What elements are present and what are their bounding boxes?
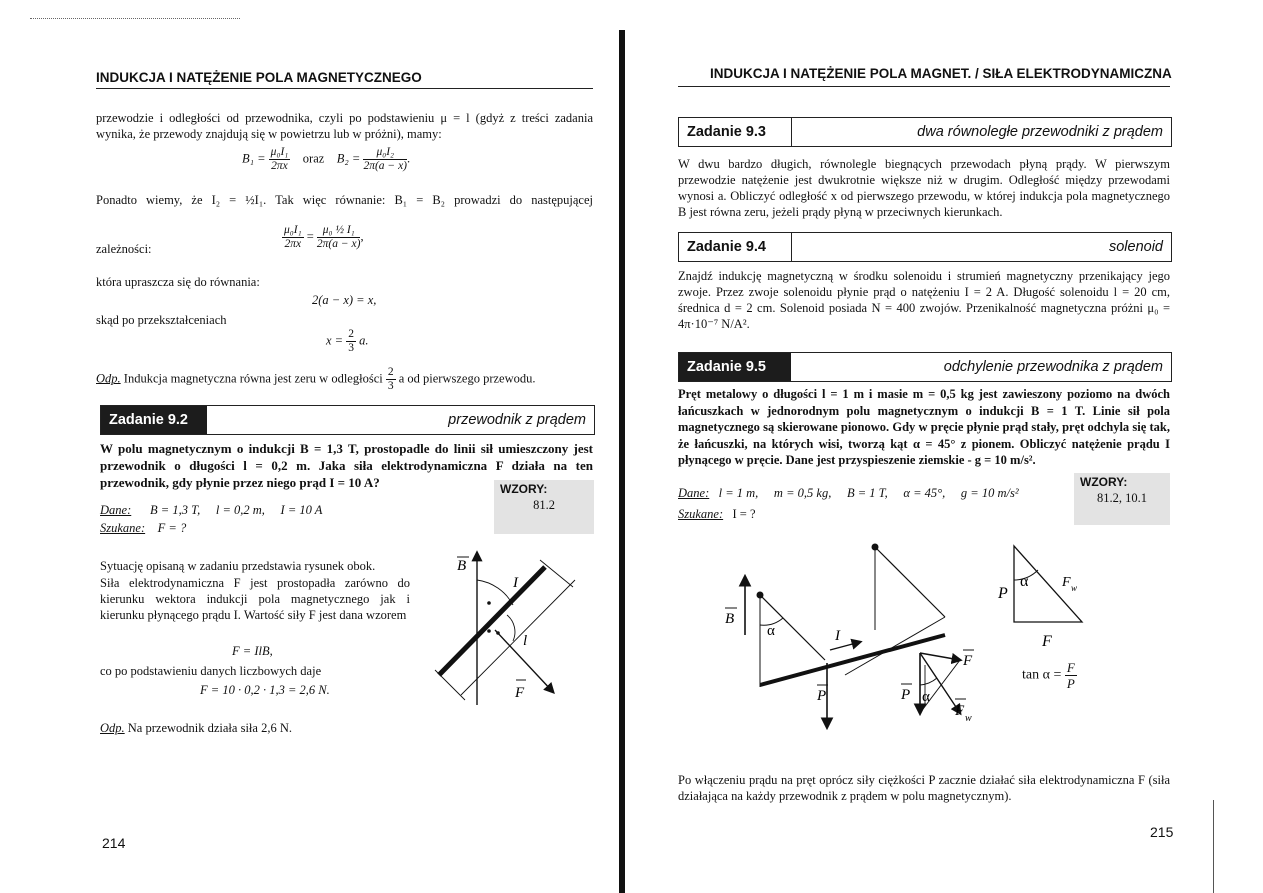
task-9-5-header	[678, 352, 1172, 382]
task-9-2-dane: Dane: B = 1,3 T, l = 0,2 m, I = 10 A	[100, 503, 323, 517]
eq1-oraz: oraz	[302, 151, 325, 166]
left-page-number: 214	[102, 835, 126, 851]
fig95-alpha: α	[767, 623, 775, 639]
svg-text:P: P	[817, 688, 827, 704]
tri-f-label: F	[1042, 633, 1052, 650]
fig92-i-label: I	[513, 575, 518, 591]
fig95-b-label: B	[725, 611, 735, 627]
tri-p-label: P	[998, 585, 1008, 602]
equation-3: 2(a − x) = x,	[312, 293, 377, 307]
task-9-5-title: odchylenie przewodnika z prądem	[943, 359, 1163, 375]
task-9-5-label: Zadanie 9.5	[679, 353, 791, 381]
task-9-2-result: F = 10 · 0,2 · 1,3 = 2,6 N.	[200, 683, 330, 697]
left-intro-text: przewodzie i odległości od przewodnika, czyli po podstawieniu μ = l (gdyż z treści zadania wynika, że przewody znajdują się w powietrzu lub w próżni), mamy:	[96, 111, 593, 141]
left-page-header: INDUKCJA I NATĘŻENIE POLA MAGNETYCZNEGO	[96, 70, 422, 85]
eq1-lhs1: B₁ =	[242, 151, 266, 166]
task-9-4-header	[678, 232, 1172, 262]
task-9-5-after-text: Po włączeniu prądu na pręt oprócz siły ciężkości P zacznie działać siła elektrodynamiczna F (siła działająca na każdy przewodnik z prądem w polu magnetycznym).	[678, 773, 1170, 803]
eq1-lhs2: B₂ =	[336, 151, 361, 166]
task-9-5-szukane: Szukane: I = ?	[678, 507, 756, 521]
svg-text:α: α	[1020, 573, 1029, 590]
task-9-3-header	[678, 117, 1172, 147]
fig95-rod	[760, 635, 945, 685]
left-header-rule	[96, 88, 593, 89]
fig95-fw-label: F	[955, 703, 965, 719]
page-edge-right	[1213, 800, 1214, 893]
fig92-conductor	[439, 567, 545, 675]
task-9-2-p1: Sytuację opisaną w zadaniu przedstawia rysunek obok.	[100, 559, 376, 573]
task-9-2-label: Zadanie 9.2	[101, 406, 207, 434]
task-9-3-title: dwa równoległe przewodniki z prądem	[917, 124, 1163, 140]
task-9-2-p3: co po podstawieniu danych liczbowych daje	[100, 664, 322, 678]
equation-zaleznosci: $\frac{\text{μ₀I₁}}{2\pi x}$ = $\frac{\text{μ₀ ½ I₁}}{2\pi(a - x)}$ ,	[284, 224, 364, 250]
task-9-3-label: Zadanie 9.3	[679, 118, 792, 146]
task-9-2-header	[100, 405, 595, 435]
task-9-5-dane: Dane: l = 1 m, m = 0,5 kg, B = 1 T, α = 45°, g = 10 m/s²	[678, 486, 1019, 500]
task-9-5-wzory: WZORY: 81.2, 10.1	[1074, 473, 1170, 525]
task-9-3-text: W dwu bardzo długich, równolegle biegnących przewodach płyną prądy. W pierwszym przewodzie natężenie jest dwukrotnie większe niż w drugim. Odległość między przewodami wynosi a. Obliczyć odległość x od pierwszego przewodu, w której indukcja pola magnetycznego B jest równa zeru, jeżeli prądy płyną w przeciwnych kierunkach.	[678, 157, 1170, 219]
fig95-right-chain	[875, 547, 945, 617]
fig92-b-label: B	[457, 558, 467, 574]
task-9-4-title: solenoid	[1108, 239, 1163, 255]
fig95-f-label: F	[963, 653, 973, 669]
tan-alpha-formula: tan α = $\frac{F}{P}$	[1022, 660, 1075, 691]
fig95-i-label: I	[835, 628, 840, 644]
task-9-2-p2: Siła elektrodynamiczna F jest prostopadła zarówno do kierunku wektora indukcji pola magnetycznego jak i kierunku płynącego prądu I. Wartość siły F jest dana wzorem	[100, 576, 410, 622]
fig95-p-label: P	[901, 687, 911, 703]
task-9-2-title: przewodnik z prądem	[448, 412, 586, 428]
figure-9-5	[715, 535, 990, 735]
task-9-2-szukane: Szukane: F = ?	[100, 521, 187, 535]
zaleznosci-label: zależności:	[96, 242, 152, 256]
ponadto-text: Ponadto wiemy, że I₂ = ½I₁. Tak więc równanie: B₁ = B₂ prowadzi do następującej	[96, 193, 593, 207]
right-page-header: INDUKCJA I NATĘŻENIE POLA MAGNET. / SIŁA ELEKTRODYNAMICZNA	[710, 66, 1172, 81]
task-9-2-statement: W polu magnetycznym o indukcji B = 1,3 T, prostopadle do linii sił umieszczony jest przewodnik o długości l = 0,2 m. Jaka siła elektrodynamiczna F działa na ten przewodnik, gdy płynie przez niego prąd I = 10 A?	[100, 441, 593, 490]
tri-fw-label: F	[1062, 575, 1071, 590]
task-9-5-statement: Pręt metalowy o długości l = 1 m i masie m = 0,5 kg jest zawieszony poziomo na dwóch łańcuszkach w jednorodnym polu magnetycznym o indukcji B = 1 T. Linie sił pola magnetycznego są skierowane pionowo. Gdy w pręcie płynie prąd stały, pręt odchyla się tak, że łańcuszki, na których wisi, tworzą kąt α = 45° z pionem. Obliczyć natężenie prądu I płynącego w pręcie. Dane jest przyspieszenie ziemskie - g = 10 m/s².	[678, 387, 1170, 467]
answer-9-1: Odp. Indukcja magnetyczna równa jest zeru w odległości $\frac{2}{3}$ a od pierwszego przewodu.	[96, 366, 536, 392]
figure-9-2	[425, 545, 595, 710]
book-spine	[619, 30, 625, 893]
equation-4: x = $\frac{2}{3}$ a.	[326, 328, 369, 354]
skad-text: skąd po przekształceniach	[96, 313, 227, 327]
task-9-4-text: Znajdź indukcję magnetyczną w środku solenoidu i strumień magnetyczny przenikający jego zwoje. Przez zwoje solenoidu płynie prąd o natężeniu I = 2 A. Długość solenoidu l = 20 cm, średnica d = 2 cm. Solenoid posiada N = 400 zwojów. Przenikalność magnetyczna próżni μ₀ = 4π·10⁻⁷ N/A².	[678, 269, 1170, 331]
task-9-2-formula: F = IlB,	[232, 644, 273, 658]
eq1-frac2: $\frac{\text{μ₀I₂}}{2\pi(a - x)}$	[363, 146, 408, 172]
task-9-2-wzory: WZORY: 81.2	[494, 480, 594, 534]
eq1-frac1: $\frac{\text{μ₀I₁}}{2\pi x}$	[270, 146, 289, 172]
fig95-alpha2: α	[922, 689, 930, 705]
equation-b1-b2: B₁ = $\frac{\text{μ₀I₁}}{2\pi x}$ oraz B₂ = $\frac{\text{μ₀I₂}}{2\pi(a - x)}$ .	[242, 146, 411, 172]
right-page-number: 215	[1150, 824, 1174, 840]
svg-text:w: w	[1071, 583, 1078, 593]
ktora-text: która upraszcza się do równania:	[96, 275, 260, 289]
task-9-4-label: Zadanie 9.4	[679, 233, 792, 261]
right-header-rule	[678, 86, 1170, 87]
scan-artifact-top	[30, 18, 240, 20]
fig92-l-label: l	[523, 633, 528, 649]
svg-text:w: w	[965, 713, 972, 724]
fig95-f-vector	[920, 653, 960, 660]
fig92-f-label: F	[515, 685, 525, 701]
task-9-2-answer: Odp. Na przewodnik działa siła 2,6 N.	[100, 721, 292, 735]
